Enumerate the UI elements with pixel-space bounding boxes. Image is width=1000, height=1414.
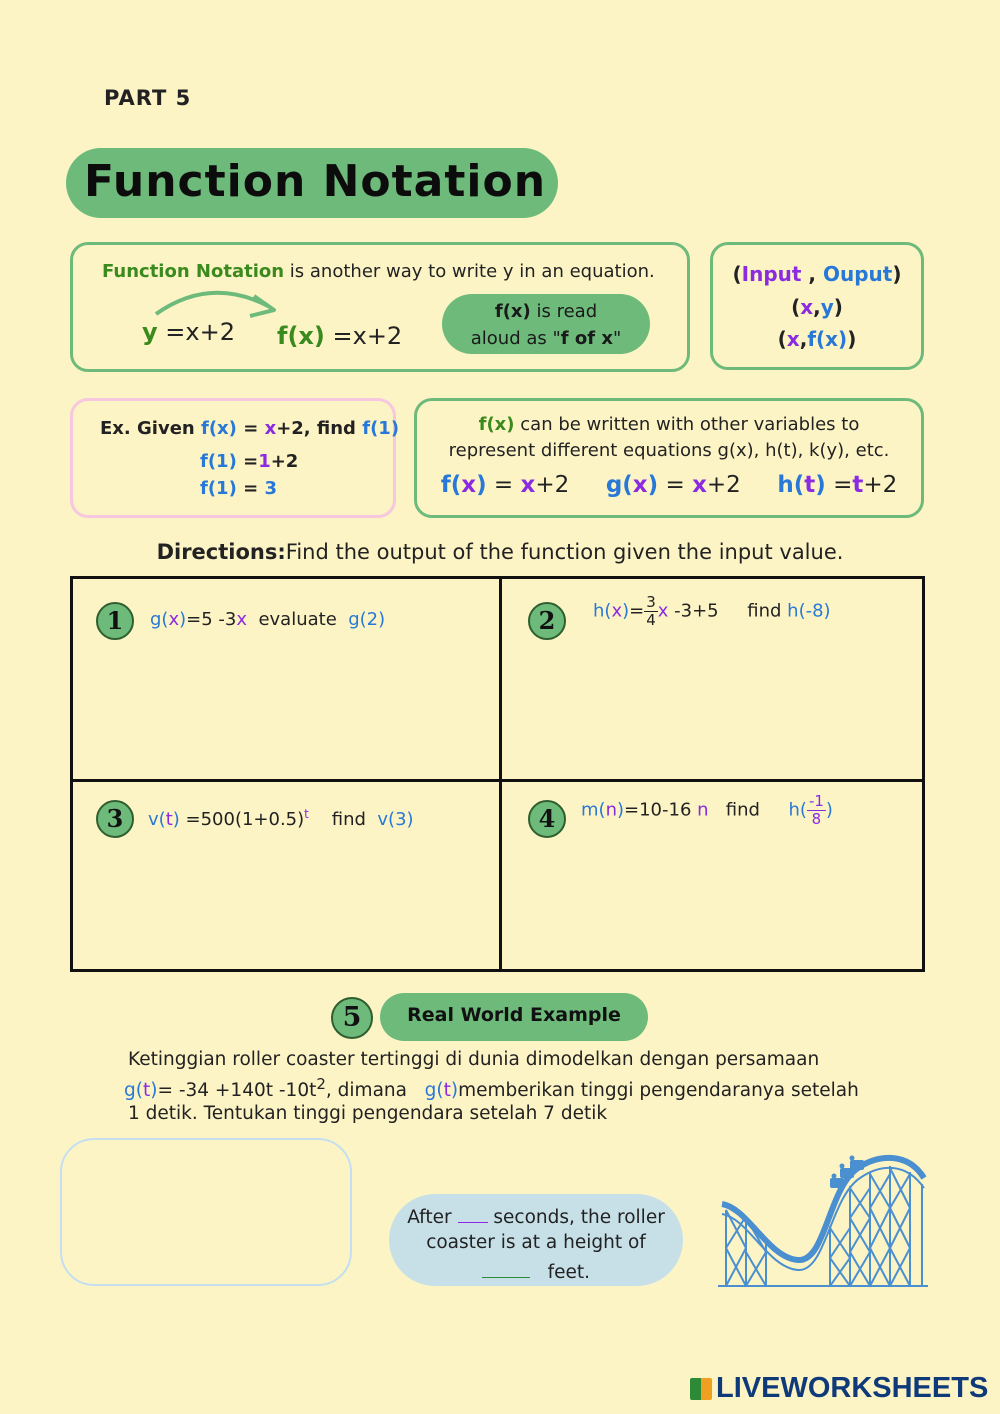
ex-plus2: +2, find — [276, 418, 356, 439]
var-g-x: x — [632, 472, 648, 498]
story-line-1: Ketinggian roller coaster tertinggi di dunia dimodelkan dengan persamaan — [128, 1049, 820, 1070]
p4-close: ) — [616, 799, 625, 821]
io-line-2 — [712, 295, 922, 319]
grid-divider-horizontal — [70, 779, 925, 782]
ex2-one: 1 — [258, 451, 271, 472]
p4-eval-close: ) — [825, 799, 833, 821]
equation-fx — [277, 322, 402, 350]
example-line-2 — [200, 451, 298, 472]
variables-examples — [416, 472, 922, 498]
ans-feet: feet. — [547, 1262, 591, 1283]
problem-4-badge: 4 — [528, 800, 566, 838]
var-h-close: ) — [815, 472, 826, 498]
var-g-x2: x — [692, 472, 707, 498]
work-area[interactable] — [60, 1138, 352, 1286]
p3-eval: v(3) — [377, 809, 414, 830]
p4-var2: n — [697, 799, 709, 821]
definition-text — [102, 261, 655, 282]
story-g2: g( — [424, 1080, 444, 1102]
ex2-eq: = — [243, 451, 259, 472]
logo-icon — [690, 1378, 712, 1400]
ex2-plus: +2 — [270, 451, 299, 472]
p3-fn: v( — [148, 809, 166, 830]
io2-y: y — [820, 295, 834, 319]
eq-y-var: y — [142, 318, 158, 346]
var-g: g( — [605, 472, 633, 498]
var-f-eq: = — [493, 472, 514, 498]
eq-fx-var: f(x) — [277, 322, 325, 350]
read-quote: " — [612, 328, 622, 349]
var-rest: can be written with other variables to — [520, 414, 860, 435]
p4-frac-top: -1 — [808, 792, 824, 810]
roller-coaster-icon — [718, 1148, 928, 1288]
p3-exp: t — [304, 807, 309, 821]
var-h: h( — [777, 472, 805, 498]
problem-4-text — [581, 793, 833, 828]
story-close2: ) — [450, 1080, 459, 1102]
io-line-3 — [712, 327, 922, 351]
p1-var2: x — [236, 609, 247, 630]
ex3-eq: = — [243, 478, 259, 499]
io2-open: ( — [791, 295, 801, 319]
problem-1-text — [150, 609, 385, 630]
story-line-2 — [124, 1075, 859, 1101]
story-t: t — [142, 1080, 151, 1102]
example-line-1 — [100, 418, 399, 439]
p2-eval: h(-8) — [787, 600, 831, 622]
read-fofx: f of x — [560, 328, 613, 349]
equation-y — [142, 318, 235, 346]
story-exp: 2 — [316, 1075, 326, 1093]
answer-line-3 — [389, 1259, 683, 1283]
directions — [70, 540, 930, 564]
io3-close: ) — [847, 327, 857, 351]
problem-2-text — [593, 594, 831, 629]
p2-frac-bot: 4 — [646, 611, 656, 629]
eq-y-rhs: =x+2 — [165, 318, 235, 346]
p4-var: n — [605, 799, 617, 821]
directions-text: Find the output of the function given the input value. — [285, 540, 844, 564]
read-aloud: aloud as " — [470, 328, 561, 349]
var-h-eq: = — [833, 472, 853, 498]
p3-action: find — [331, 809, 366, 830]
io-open: ( — [732, 262, 742, 286]
ans-seconds: seconds, the roller — [493, 1207, 665, 1228]
p3-var: t — [165, 809, 173, 830]
seconds-blank[interactable] — [458, 1204, 488, 1223]
problem-5-badge: 5 — [331, 997, 373, 1039]
var-f: f( — [440, 472, 462, 498]
io-close: ) — [892, 262, 902, 286]
problem-2-answer-area[interactable] — [503, 650, 921, 776]
story-mid: , dimana — [325, 1080, 407, 1102]
p4-eval-fn: h( — [788, 799, 807, 821]
io2-x: x — [800, 295, 814, 319]
io3-open: ( — [777, 327, 787, 351]
eq-fx-rhs: =x+2 — [332, 322, 403, 350]
io2-comma: , — [813, 295, 821, 319]
p3-close: ) — [172, 809, 180, 830]
io2-close: ) — [833, 295, 843, 319]
ex-f1: f(1) — [362, 418, 400, 439]
story-t2: t — [443, 1080, 451, 1102]
p2-action: find — [747, 600, 782, 622]
story-close: ) — [150, 1080, 158, 1102]
var-h-plus: +2 — [863, 472, 898, 498]
ex-fx: f(x) — [201, 418, 237, 439]
p1-body: =5 -3 — [186, 609, 237, 630]
read-is: is read — [536, 301, 598, 322]
io3-x: x — [786, 327, 800, 351]
ans-after: After — [407, 1207, 452, 1228]
var-f-plus: +2 — [535, 472, 570, 498]
height-blank[interactable] — [482, 1259, 530, 1278]
p1-eval: g(2) — [348, 609, 386, 630]
var-g-plus: +2 — [706, 472, 741, 498]
p1-var: x — [168, 609, 180, 630]
ex-x: x — [264, 418, 277, 439]
p4-body: =10-16 — [624, 799, 692, 821]
problem-3-text — [148, 807, 414, 830]
problem-3-answer-area[interactable] — [74, 846, 498, 968]
p2-var2: x — [657, 600, 669, 622]
var-g-close: ) — [647, 472, 659, 498]
p2-close: ) — [622, 600, 630, 622]
story-g: g( — [124, 1080, 143, 1102]
p2-fn: h( — [593, 600, 612, 622]
definition-rest: is another way to write y in an equation. — [289, 261, 655, 282]
problem-1-answer-area[interactable] — [74, 650, 498, 776]
problem-2-badge: 2 — [528, 602, 566, 640]
p2-fraction — [644, 594, 658, 629]
var-g-eq: = — [665, 472, 685, 498]
var-fx: f(x) — [478, 414, 515, 435]
p4-frac-bot: 8 — [811, 810, 822, 828]
p3-body: =500(1+0.5) — [185, 809, 305, 830]
read-aloud-pill — [442, 294, 650, 354]
story-line-3: 1 detik. Tentukan tinggi pengendara setelah 7 detik — [128, 1103, 608, 1124]
var-h-t2: t — [852, 472, 864, 498]
ex-eq: = — [243, 418, 259, 439]
directions-label: Directions: — [156, 540, 286, 564]
liveworksheets-logo — [690, 1372, 988, 1405]
story-eq: = -34 +140t -10t — [157, 1080, 317, 1102]
ex2-f1: f(1) — [200, 451, 237, 472]
answer-line-2: coaster is at a height of — [426, 1232, 646, 1253]
var-f-x: x — [461, 472, 477, 498]
variables-line-2: represent different equations g(x), h(t), k(y), etc. — [448, 440, 890, 461]
problem-3-badge: 3 — [96, 800, 134, 838]
p1-fn: g( — [150, 609, 169, 630]
part-label: PART 5 — [104, 86, 192, 110]
var-h-t: t — [804, 472, 816, 498]
p2-eq: = — [629, 600, 645, 622]
ex-prefix: Ex. Given — [100, 418, 195, 439]
example-line-3 — [200, 478, 277, 499]
p2-body: -3+5 — [674, 600, 719, 622]
io-output: Ouput — [822, 262, 893, 286]
io-line-1 — [712, 262, 922, 286]
definition-term: Function Notation — [102, 261, 285, 282]
problem-1-badge: 1 — [96, 602, 134, 640]
p1-close: ) — [179, 609, 187, 630]
var-f-x2: x — [520, 472, 536, 498]
p4-action: find — [725, 799, 760, 821]
p2-var: x — [611, 600, 623, 622]
problem-4-answer-area[interactable] — [503, 846, 921, 968]
logo-text: LIVEWORKSHEETS — [716, 1372, 989, 1404]
p4-fraction — [807, 793, 826, 828]
story-tail: memberikan tinggi pengendaranya setelah — [458, 1080, 859, 1102]
p4-fn: m( — [581, 799, 606, 821]
io3-fx: f(x) — [807, 327, 848, 351]
io3-comma: , — [799, 327, 808, 351]
p2-frac-top: 3 — [646, 593, 656, 611]
grid-divider-vertical — [499, 576, 502, 972]
io-comma: , — [808, 262, 817, 286]
p1-action: evaluate — [258, 609, 337, 630]
io-input: Input — [741, 262, 802, 286]
answer-line-1 — [389, 1204, 683, 1228]
read-fx: f(x) — [494, 301, 531, 322]
ex3-f1: f(1) — [200, 478, 237, 499]
ex3-three: 3 — [264, 478, 277, 499]
page-title: Function Notation — [84, 156, 547, 207]
variables-line-1 — [416, 414, 922, 435]
real-world-label: Real World Example — [407, 1004, 621, 1026]
var-f-close: ) — [476, 472, 487, 498]
